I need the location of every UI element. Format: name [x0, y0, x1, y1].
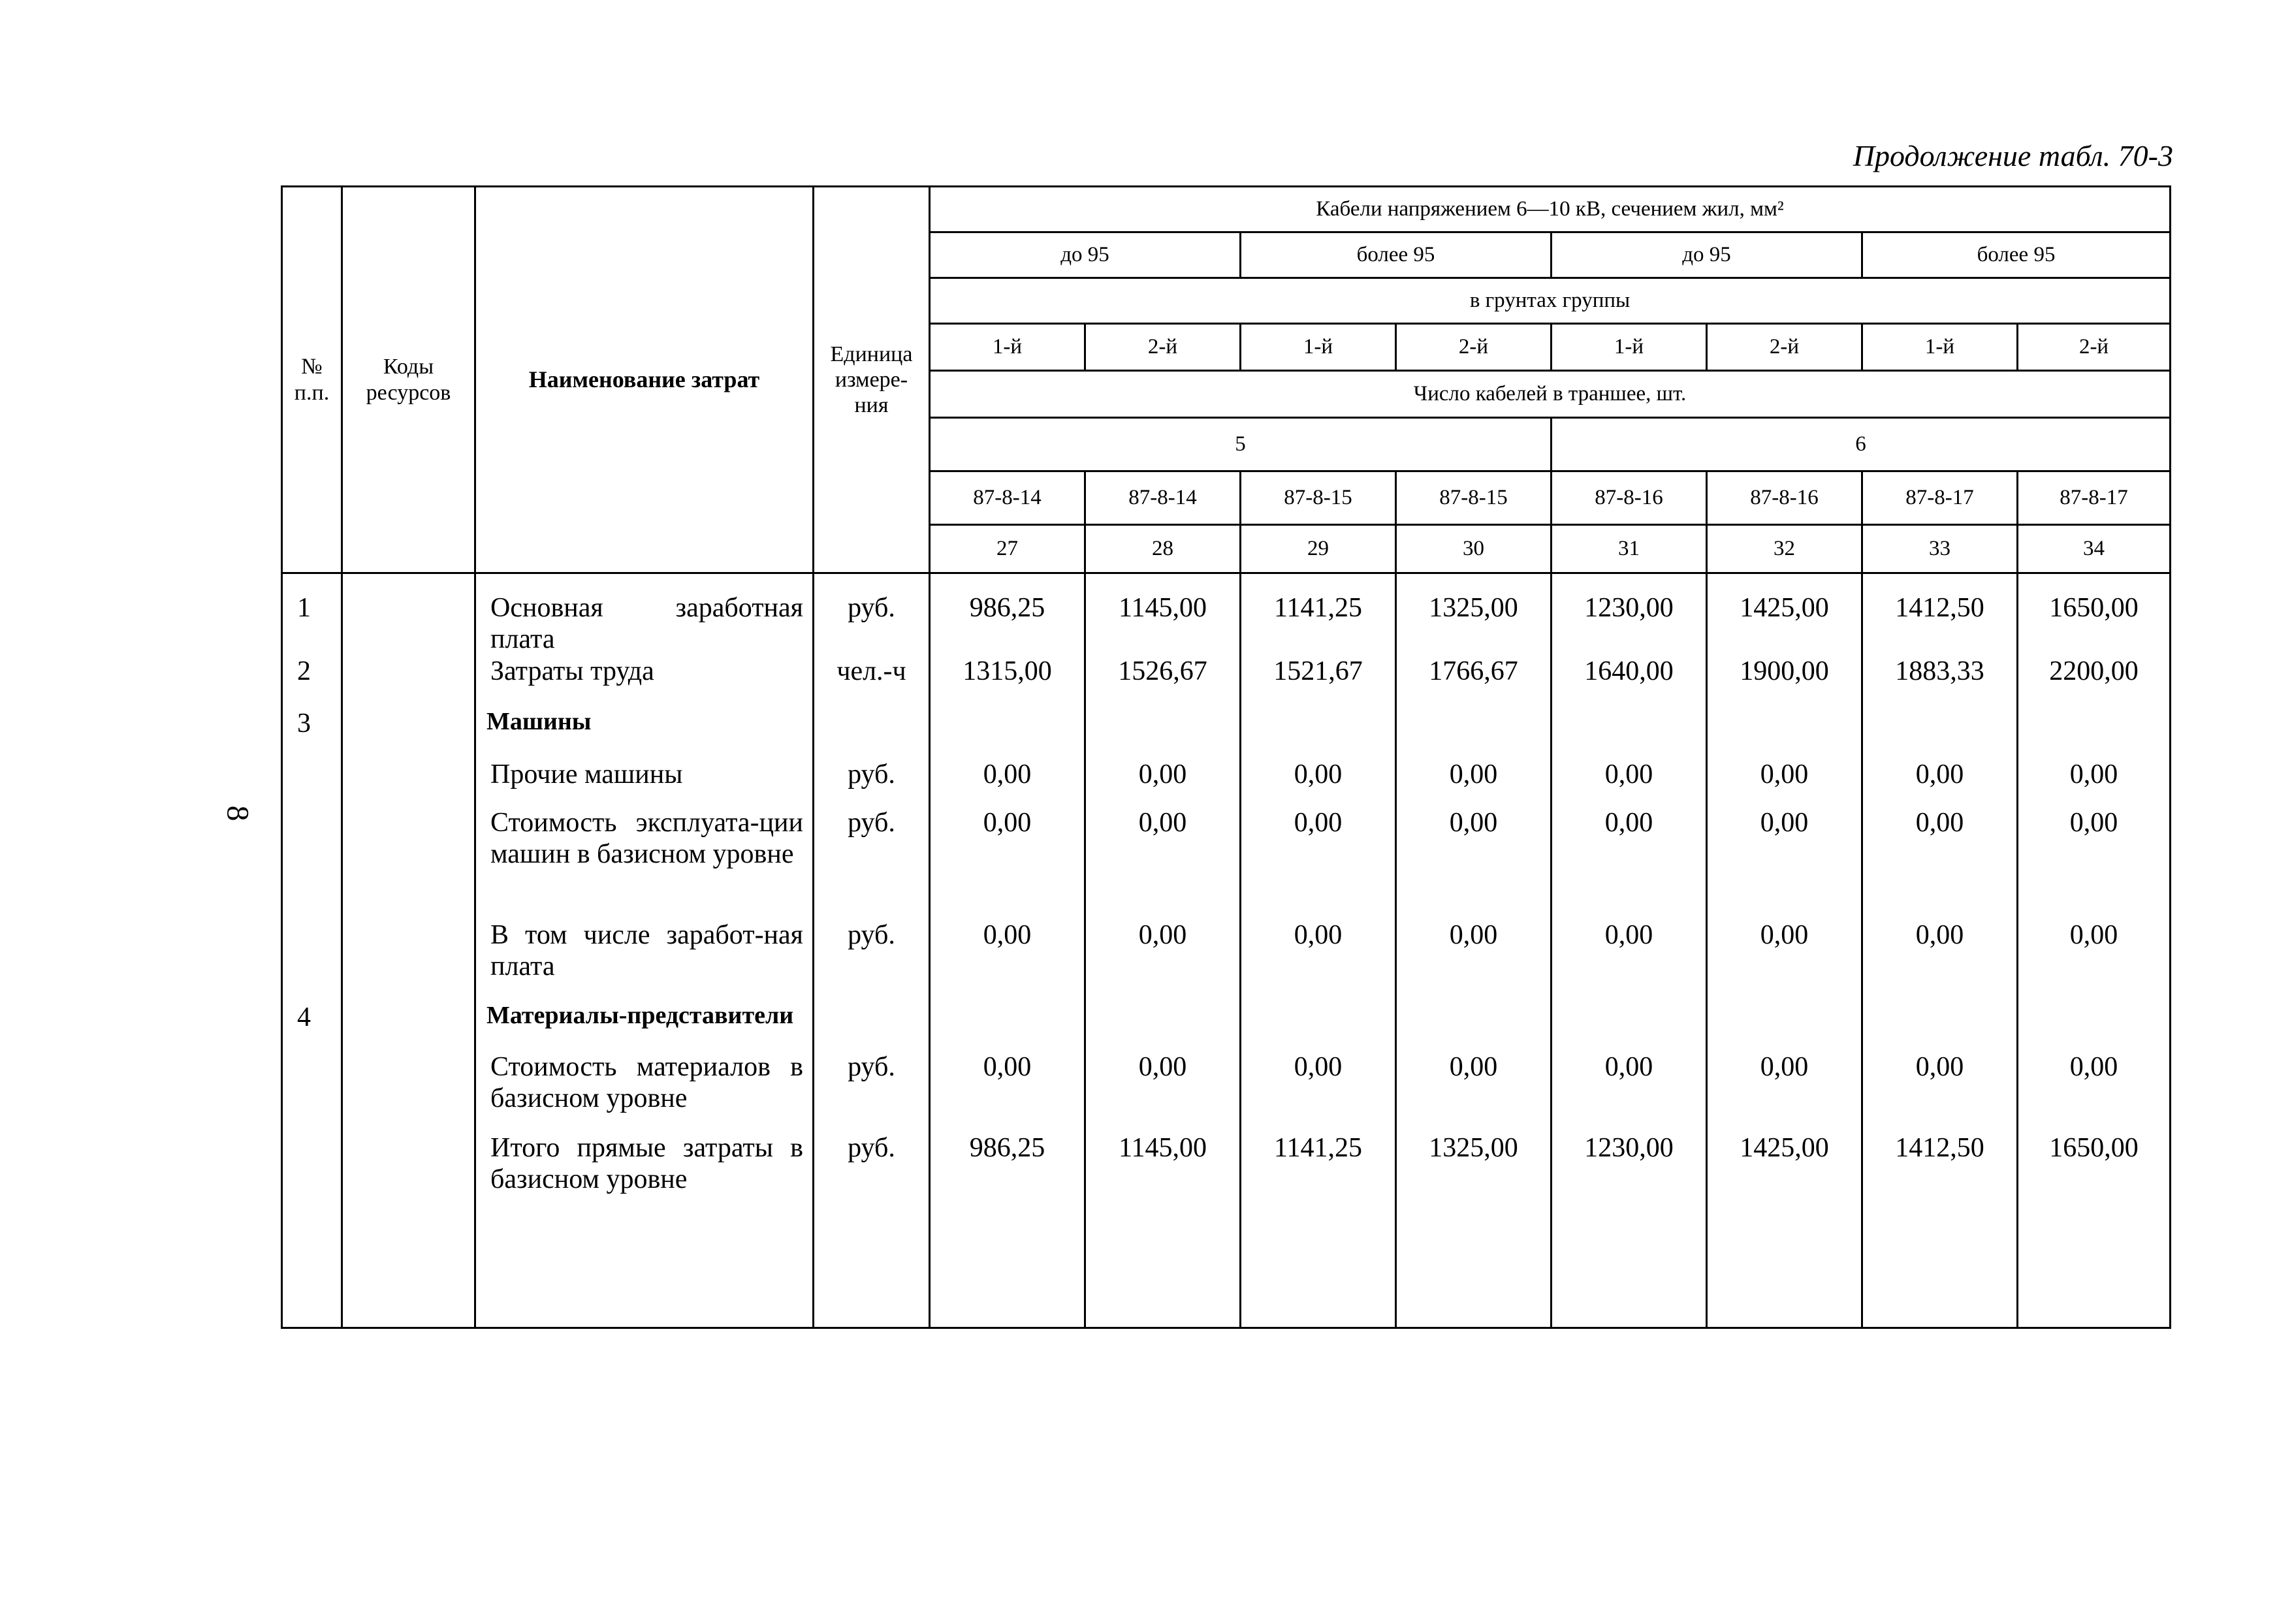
row-value: 1412,50 [1862, 573, 2018, 656]
header-soil-title: в грунтах группы [930, 278, 2171, 324]
row-resource-code [342, 708, 475, 759]
row-value: 1650,00 [2018, 573, 2171, 656]
row-value [1862, 1002, 2018, 1051]
row-number: 1 [282, 573, 342, 656]
row-number [282, 759, 342, 807]
row-value: 1883,33 [1862, 656, 2018, 708]
header-soil-group: 1-й [1552, 324, 1707, 371]
row-number: 2 [282, 656, 342, 708]
row-value: 0,00 [1862, 807, 2018, 919]
header-soil-group: 2-й [1085, 324, 1241, 371]
row-value: 0,00 [930, 807, 1085, 919]
table-row [282, 708, 2171, 759]
row-section-title: Машины [475, 708, 814, 759]
row-value: 0,00 [1241, 759, 1396, 807]
row-value [1552, 1002, 1707, 1051]
table-row [282, 656, 2171, 708]
row-value [1241, 708, 1396, 759]
table-row [282, 919, 2171, 1002]
row-value: 0,00 [930, 759, 1085, 807]
row-value: 0,00 [1396, 807, 1552, 919]
header-group-title: Кабели напряжением 6—10 кВ, сечением жил, мм² [930, 187, 2171, 232]
row-value: 0,00 [2018, 919, 2171, 1002]
header-column-number: 29 [1241, 525, 1396, 573]
table-row [282, 807, 2171, 919]
row-section-title: Материалы-представители [475, 1002, 814, 1051]
row-value: 1230,00 [1552, 573, 1707, 656]
row-name: Затраты труда [475, 656, 814, 708]
row-value: 0,00 [930, 1051, 1085, 1132]
row-value: 0,00 [2018, 759, 2171, 807]
header-column-number: 33 [1862, 525, 2018, 573]
row-value: 0,00 [2018, 807, 2171, 919]
header-section: более 95 [1862, 232, 2171, 278]
row-value: 1141,25 [1241, 573, 1396, 656]
row-number [282, 1132, 342, 1328]
row-value: 0,00 [1707, 919, 1862, 1002]
row-value [1552, 708, 1707, 759]
row-unit: руб. [814, 919, 930, 1002]
row-unit: руб. [814, 1051, 930, 1132]
table-caption: Продолжение табл. 70-3 [1853, 139, 2173, 172]
row-value: 0,00 [1552, 919, 1707, 1002]
row-name: В том числе заработ-ная плата [475, 919, 814, 1002]
header-codes: Коды ресурсов [342, 187, 475, 573]
row-value: 0,00 [1552, 807, 1707, 919]
header-code: 87-8-14 [930, 471, 1085, 525]
row-resource-code [342, 656, 475, 708]
row-value: 0,00 [1707, 807, 1862, 919]
row-value: 0,00 [1862, 759, 2018, 807]
header-soil-group: 1-й [1862, 324, 2018, 371]
row-number [282, 807, 342, 919]
row-value: 1640,00 [1552, 656, 1707, 708]
row-number [282, 1051, 342, 1132]
row-name: Стоимость материалов в базисном уровне [475, 1051, 814, 1132]
row-value: 0,00 [1085, 919, 1241, 1002]
row-value: 0,00 [1707, 759, 1862, 807]
row-value [1862, 708, 2018, 759]
row-value: 0,00 [1862, 1051, 2018, 1132]
row-value: 1145,00 [1085, 1132, 1241, 1328]
row-value: 0,00 [1396, 919, 1552, 1002]
row-value: 0,00 [1085, 759, 1241, 807]
row-unit [814, 708, 930, 759]
row-value: 0,00 [1085, 807, 1241, 919]
row-value: 1650,00 [2018, 1132, 2171, 1328]
row-resource-code [342, 759, 475, 807]
cost-table [281, 185, 2171, 1329]
header-code: 87-8-17 [2018, 471, 2171, 525]
table-row [282, 1051, 2171, 1132]
row-value: 986,25 [930, 1132, 1085, 1328]
row-value: 0,00 [2018, 1051, 2171, 1132]
page-number: 8 [220, 805, 255, 821]
row-resource-code [342, 1132, 475, 1328]
header-soil-group: 2-й [1707, 324, 1862, 371]
header-soil-group: 2-й [2018, 324, 2171, 371]
row-value: 0,00 [1241, 919, 1396, 1002]
header-code: 87-8-16 [1552, 471, 1707, 525]
row-value: 0,00 [1862, 919, 2018, 1002]
table-row [282, 1002, 2171, 1051]
row-value: 0,00 [1241, 1051, 1396, 1132]
row-resource-code [342, 1051, 475, 1132]
row-unit: руб. [814, 1132, 930, 1328]
row-value: 1315,00 [930, 656, 1085, 708]
row-value [1085, 1002, 1241, 1051]
row-value [2018, 708, 2171, 759]
row-value: 1425,00 [1707, 1132, 1862, 1328]
header-code: 87-8-15 [1241, 471, 1396, 525]
row-unit: чел.-ч [814, 656, 930, 708]
header-section: до 95 [1552, 232, 1862, 278]
row-value: 0,00 [1241, 807, 1396, 919]
row-value [2018, 1002, 2171, 1051]
row-resource-code [342, 1002, 475, 1051]
row-value [1707, 708, 1862, 759]
header-code: 87-8-16 [1707, 471, 1862, 525]
row-resource-code [342, 807, 475, 919]
row-value: 0,00 [1085, 1051, 1241, 1132]
table-row [282, 759, 2171, 807]
header-column-number: 27 [930, 525, 1085, 573]
header-code: 87-8-17 [1862, 471, 2018, 525]
header-code: 87-8-15 [1396, 471, 1552, 525]
row-value: 1145,00 [1085, 573, 1241, 656]
header-cable-count: 6 [1552, 418, 2171, 471]
row-resource-code [342, 573, 475, 656]
row-value: 0,00 [1396, 1051, 1552, 1132]
row-value: 1900,00 [1707, 656, 1862, 708]
row-value [1396, 708, 1552, 759]
header-unit: Единица измере-ния [814, 187, 930, 573]
header-section: более 95 [1241, 232, 1552, 278]
row-value [930, 1002, 1085, 1051]
row-name: Прочие машины [475, 759, 814, 807]
row-value [930, 708, 1085, 759]
header-column-number: 32 [1707, 525, 1862, 573]
table-row [282, 573, 2171, 656]
row-value [1241, 1002, 1396, 1051]
header-column-number: 30 [1396, 525, 1552, 573]
row-resource-code [342, 919, 475, 1002]
header-column-number: 31 [1552, 525, 1707, 573]
header-column-number: 28 [1085, 525, 1241, 573]
header-cable-count: 5 [930, 418, 1552, 471]
row-value: 1412,50 [1862, 1132, 2018, 1328]
header-section: до 95 [930, 232, 1241, 278]
row-value: 986,25 [930, 573, 1085, 656]
row-value: 0,00 [1707, 1051, 1862, 1132]
row-value: 1521,67 [1241, 656, 1396, 708]
row-name: Основная заработная плата [475, 573, 814, 656]
row-unit: руб. [814, 759, 930, 807]
row-number: 4 [282, 1002, 342, 1051]
row-unit [814, 1002, 930, 1051]
row-value: 2200,00 [2018, 656, 2171, 708]
row-value: 1325,00 [1396, 573, 1552, 656]
row-value: 1425,00 [1707, 573, 1862, 656]
header-name: Наименование затрат [475, 187, 814, 573]
table-row [282, 1132, 2171, 1328]
header-column-number: 34 [2018, 525, 2171, 573]
header-soil-group: 1-й [1241, 324, 1396, 371]
row-value: 1526,67 [1085, 656, 1241, 708]
row-value: 0,00 [1396, 759, 1552, 807]
row-value: 0,00 [1552, 1051, 1707, 1132]
row-name: Итого прямые затраты в базисном уровне [475, 1132, 814, 1328]
header-soil-group: 1-й [930, 324, 1085, 371]
row-value: 1325,00 [1396, 1132, 1552, 1328]
row-value: 1766,67 [1396, 656, 1552, 708]
header-cable-count-title: Число кабелей в траншее, шт. [930, 371, 2171, 418]
row-value: 1141,25 [1241, 1132, 1396, 1328]
row-value [1707, 1002, 1862, 1051]
row-unit: руб. [814, 807, 930, 919]
header-code: 87-8-14 [1085, 471, 1241, 525]
row-value [1085, 708, 1241, 759]
row-number: 3 [282, 708, 342, 759]
row-unit: руб. [814, 573, 930, 656]
row-value: 0,00 [1552, 759, 1707, 807]
row-number [282, 919, 342, 1002]
row-value: 0,00 [930, 919, 1085, 1002]
header-no: № п.п. [282, 187, 342, 573]
row-name: Стоимость эксплуата-ции машин в базисном уровне [475, 807, 814, 919]
row-value: 1230,00 [1552, 1132, 1707, 1328]
header-soil-group: 2-й [1396, 324, 1552, 371]
row-value [1396, 1002, 1552, 1051]
